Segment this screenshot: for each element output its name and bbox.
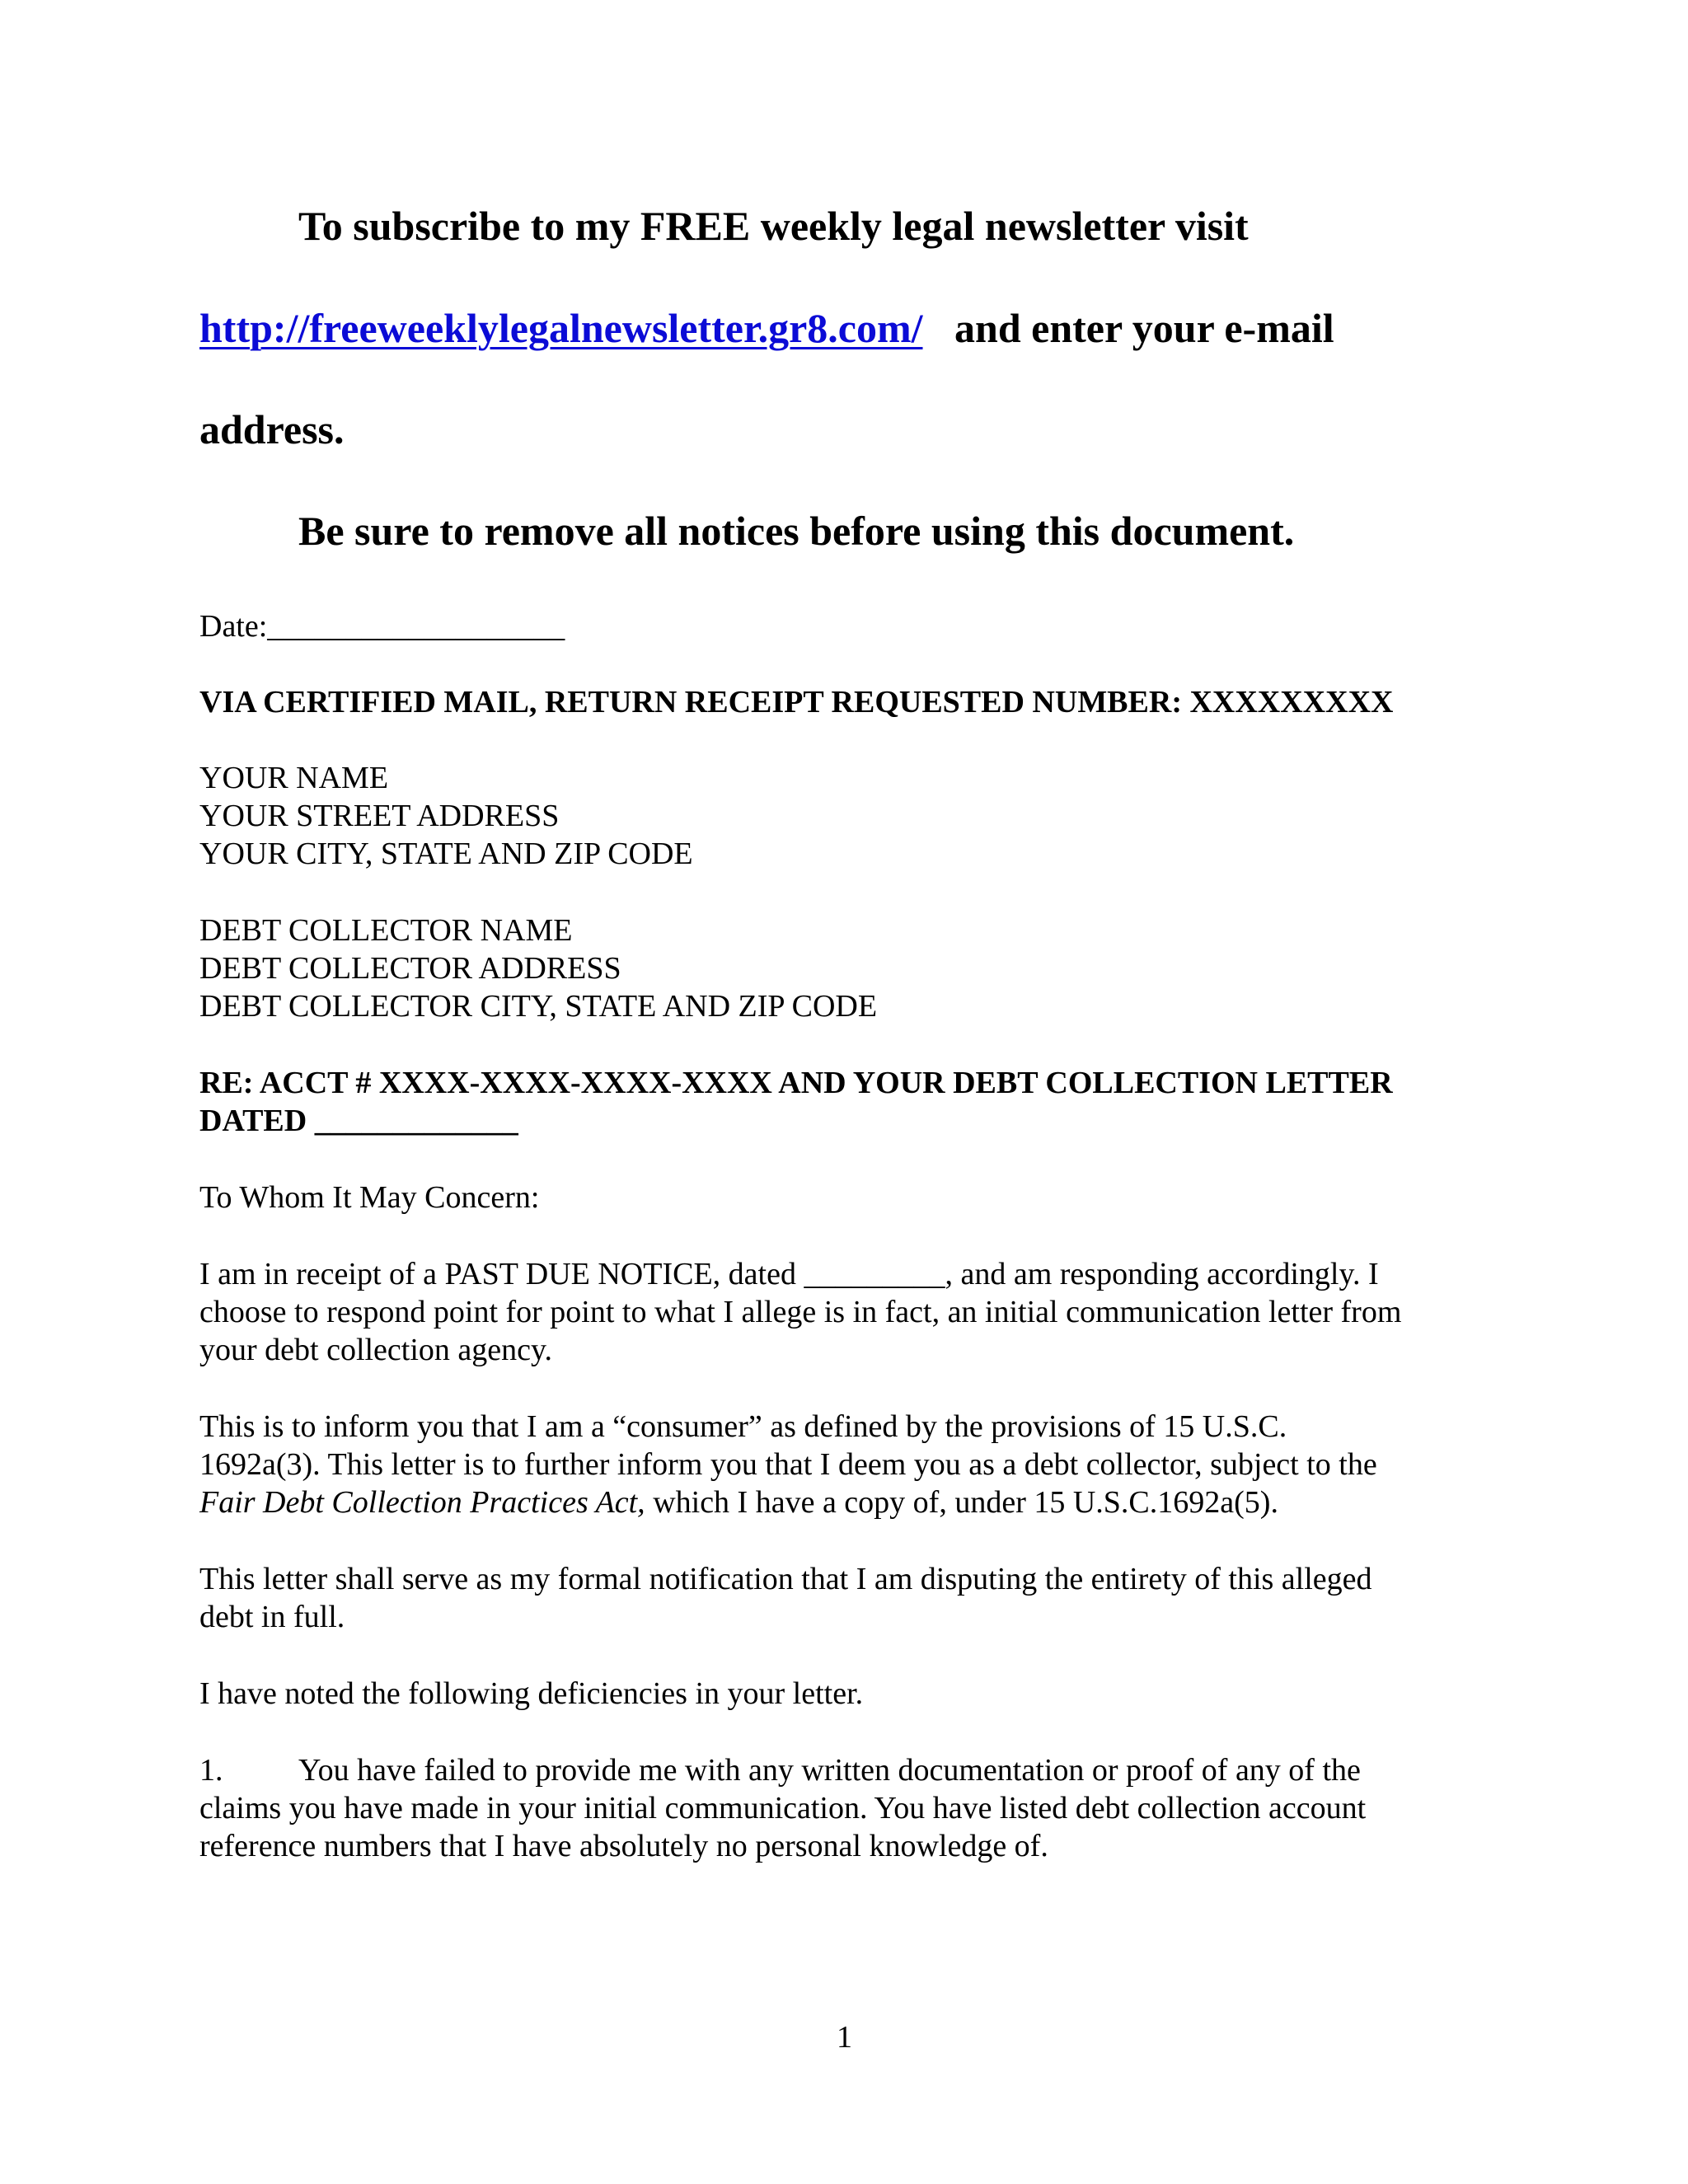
item-1-line-3: reference numbers that I have absolutely no personal knowledge of. — [199, 1829, 1048, 1863]
certified-mail-line: VIA CERTIFIED MAIL, RETURN RECEIPT REQUESTED NUMBER: XXXXXXXXX — [199, 685, 1394, 719]
paragraph-2-line-2: 1692a(3). This letter is to further inform you that I deem you as a debt collector, subject to the — [199, 1447, 1377, 1482]
sender-address — [199, 759, 693, 873]
date-line: Date:___________________ — [199, 609, 565, 644]
paragraph-2-line-3-rest: which I have a copy of, under 15 U.S.C.1692a(5). — [645, 1485, 1278, 1520]
list-item — [199, 1751, 1366, 1865]
re-line — [199, 1064, 1393, 1140]
re-line-1: RE: ACCT # XXXX-XXXX-XXXX-XXXX AND YOUR DEBT COLLECTION LETTER — [199, 1066, 1393, 1100]
item-number: 1. — [199, 1753, 223, 1788]
paragraph-3-line-2: debt in full. — [199, 1600, 345, 1634]
paragraph-1 — [199, 1255, 1401, 1369]
salutation: To Whom It May Concern: — [199, 1180, 540, 1215]
page-number: 1 — [837, 2020, 852, 2055]
item-1-line-1 — [199, 1751, 1366, 1789]
paragraph-2 — [199, 1408, 1377, 1521]
notice-line-4: Be sure to remove all notices before using this document. — [298, 508, 1295, 554]
paragraph-2-line-1: This is to inform you that I am a “consumer” as defined by the provisions of 15 U.S.C. — [199, 1409, 1287, 1444]
notice-line-1: To subscribe to my FREE weekly legal newsletter visit — [298, 203, 1249, 249]
newsletter-link[interactable]: http://freeweeklylegalnewsletter.gr8.com/ — [199, 305, 923, 351]
paragraph-3 — [199, 1560, 1372, 1636]
sender-city: YOUR CITY, STATE AND ZIP CODE — [199, 837, 693, 871]
paragraph-1-line-3: your debt collection agency. — [199, 1333, 553, 1367]
notice-line-3: address. — [199, 406, 345, 452]
recipient-name: DEBT COLLECTOR NAME — [199, 913, 573, 948]
paragraph-3-line-1: This letter shall serve as my formal notification that I am disputing the entirety of this alleged — [199, 1562, 1372, 1596]
paragraph-4: I have noted the following deficiencies in your letter. — [199, 1676, 864, 1711]
paragraph-2-line-3 — [199, 1483, 1377, 1521]
item-1-text-1: You have failed to provide me with any written documentation or proof of any of the — [298, 1753, 1361, 1788]
sender-name: YOUR NAME — [199, 761, 389, 795]
recipient-city: DEBT COLLECTOR CITY, STATE AND ZIP CODE — [199, 989, 878, 1024]
recipient-address-line: DEBT COLLECTOR ADDRESS — [199, 951, 621, 986]
sender-street: YOUR STREET ADDRESS — [199, 799, 560, 833]
recipient-address — [199, 912, 877, 1025]
paragraph-1-line-1: I am in receipt of a PAST DUE NOTICE, dated _________, and am responding accordingly. I — [199, 1257, 1379, 1291]
item-1-line-2: claims you have made in your initial communication. You have listed debt collection account — [199, 1791, 1367, 1825]
re-line-2: DATED _____________ — [199, 1104, 518, 1138]
notice-line-2-rest: and enter your e-mail — [954, 305, 1334, 351]
fdcpa-italic: Fair Debt Collection Practices Act, — [199, 1485, 645, 1520]
paragraph-1-line-2: choose to respond point for point to what I allege is in fact, an initial communication letter from — [199, 1295, 1402, 1329]
notice-line-2 — [199, 303, 1334, 353]
